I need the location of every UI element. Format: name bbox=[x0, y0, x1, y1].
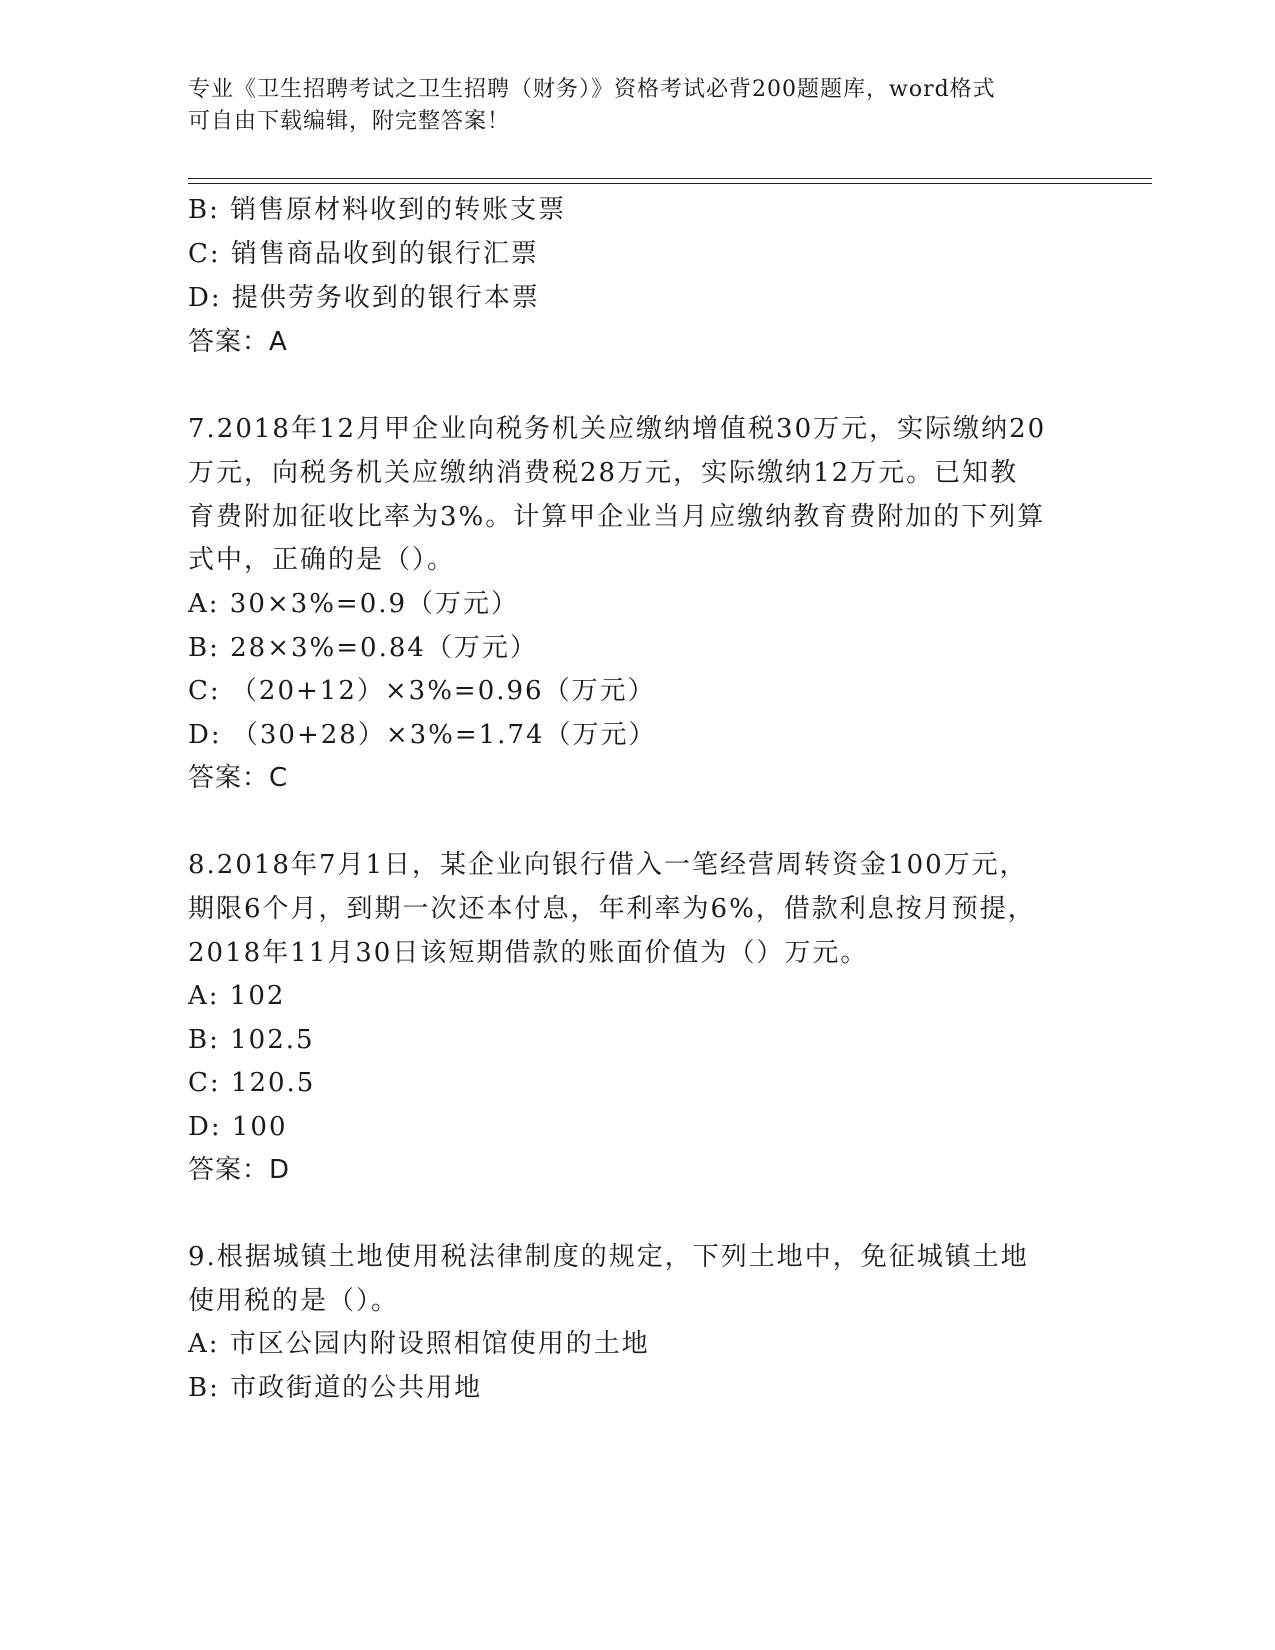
q7-option-b: B: 28×3%=0.84（万元） bbox=[188, 633, 538, 663]
q9-option-a: A: 市区公园内附设照相馆使用的土地 bbox=[188, 1329, 650, 1359]
document-header bbox=[188, 74, 1088, 138]
q8-option-a: A: 102 bbox=[188, 981, 286, 1011]
header-rule-bottom bbox=[188, 183, 1152, 184]
q8-stem-line-1: 8.2018年7月1日，某企业向银行借入一笔经营周转资金100万元， bbox=[188, 850, 1028, 880]
q7-option-a: A: 30×3%=0.9（万元） bbox=[188, 589, 520, 619]
q8-option-d: D: 100 bbox=[188, 1112, 288, 1142]
q6-answer: 答案：A bbox=[188, 327, 288, 357]
q6-option-b: B: 销售原材料收到的转账支票 bbox=[188, 195, 567, 225]
q6-option-c: C: 销售商品收到的银行汇票 bbox=[188, 239, 539, 269]
header-line-2: 可自由下载编辑，附完整答案！ bbox=[188, 109, 511, 134]
header-rule-top bbox=[188, 178, 1152, 179]
q7-stem-line-1: 7.2018年12月甲企业向税务机关应缴纳增值税30万元，实际缴纳20 bbox=[188, 414, 1047, 444]
q7-option-c: C: （20+12）×3%=0.96（万元） bbox=[188, 676, 656, 706]
q9-option-b: B: 市政街道的公共用地 bbox=[188, 1373, 483, 1403]
q7-stem-line-2: 万元，向税务机关应缴纳消费税28万元，实际缴纳12万元。已知教 bbox=[188, 458, 1019, 488]
q9-stem-line-1: 9.根据城镇土地使用税法律制度的规定，下列土地中，免征城镇土地 bbox=[188, 1242, 1029, 1272]
q7-option-d: D: （30+28）×3%=1.74（万元） bbox=[188, 720, 657, 750]
q9-stem-line-2: 使用税的是（）。 bbox=[188, 1286, 400, 1316]
q8-option-b: B: 102.5 bbox=[188, 1025, 315, 1055]
q8-option-c: C: 120.5 bbox=[188, 1068, 316, 1098]
q8-stem-line-2: 期限6个月，到期一次还本付息，年利率为6%，借款利息按月预提， bbox=[188, 894, 1036, 924]
q8-answer: 答案：D bbox=[188, 1155, 291, 1185]
q7-stem-line-3: 育费附加征收比率为3%。计算甲企业当月应缴纳教育费附加的下列算 bbox=[188, 502, 1046, 532]
header-line-1: 专业《卫生招聘考试之卫生招聘（财务）》资格考试必背200题题库，word格式 bbox=[188, 77, 996, 102]
q7-answer: 答案：C bbox=[188, 763, 289, 793]
q7-stem-line-4: 式中，正确的是（）。 bbox=[188, 545, 456, 575]
q8-stem-line-3: 2018年11月30日该短期借款的账面价值为（）万元。 bbox=[188, 938, 869, 968]
q6-option-d: D: 提供劳务收到的银行本票 bbox=[188, 283, 540, 313]
